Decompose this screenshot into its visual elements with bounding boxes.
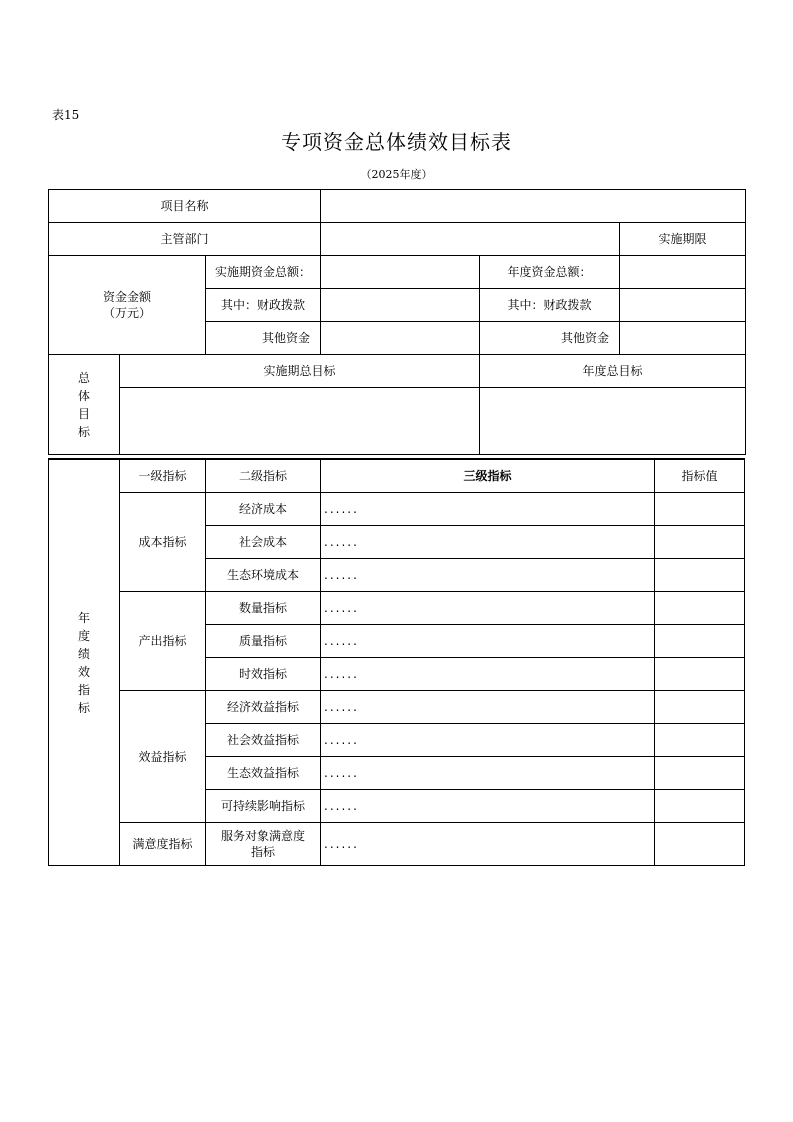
table-row [49,691,745,724]
fund-row-1 [49,256,746,289]
value-field[interactable] [655,691,745,724]
level2-cell: 社会效益指标 [206,724,321,757]
page-subtitle: （2025年度） [360,168,433,181]
ind-char-6: 标 [77,700,90,715]
fiscal-field-1[interactable] [321,289,480,322]
value-field[interactable] [655,658,745,691]
level2-cell: 社会成本 [206,526,321,559]
page-title: 专项资金总体绩效目标表 [281,130,512,154]
annual-goal-label: 年度总目标 [480,355,746,388]
level1-header: 一级指标 [120,459,206,493]
level2-cell: 数量指标 [206,592,321,625]
level1-cell: 满意度指标 [120,823,206,866]
level2-cell: 质量指标 [206,625,321,658]
period-goal-field[interactable] [120,388,480,455]
level1-cell: 效益指标 [120,691,206,823]
value-field[interactable] [655,526,745,559]
period-goal-label: 实施期总目标 [120,355,480,388]
goals-header-row [49,355,746,388]
annual-total-field[interactable] [620,256,746,289]
goals-char-3: 目 [77,406,90,421]
annual-goal-field[interactable] [480,388,746,455]
level3-field[interactable]: ...... [321,691,655,724]
annual-total-label: 年度资金总额： [480,256,620,289]
value-field[interactable] [655,823,745,866]
period-total-label: 实施期资金总额： [206,256,321,289]
other-label-1: 其他资金 [206,322,321,355]
goals-content-row [49,388,746,455]
goals-char-1: 总 [77,370,90,385]
level3-field[interactable]: ...... [321,790,655,823]
level3-field[interactable]: ...... [321,658,655,691]
value-field[interactable] [655,724,745,757]
level3-field[interactable]: ...... [321,526,655,559]
level2-cell: 经济成本 [206,493,321,526]
ind-char-1: 年 [77,610,90,625]
value-field[interactable] [655,493,745,526]
indicator-table [48,458,745,866]
level3-field[interactable]: ...... [321,493,655,526]
level2-cell [206,823,321,866]
goals-char-2: 体 [77,388,90,403]
table-row [49,592,745,625]
fund-label [49,256,206,355]
other-label-2: 其他资金 [480,322,620,355]
value-field[interactable] [655,625,745,658]
value-field[interactable] [655,559,745,592]
ind-char-2: 度 [77,628,90,643]
ind-char-5: 指 [77,682,90,697]
ind-char-4: 效 [77,664,90,679]
project-name-row [49,190,746,223]
value-header: 指标值 [655,459,745,493]
goals-char-4: 标 [77,424,90,439]
level1-cell: 成本指标 [120,493,206,592]
level2-header: 二级指标 [206,459,321,493]
fiscal-label-2: 其中：财政拨款 [480,289,620,322]
project-name-field[interactable] [321,190,746,223]
value-field[interactable] [655,790,745,823]
fiscal-field-2[interactable] [620,289,746,322]
level3-field[interactable]: ...... [321,559,655,592]
level2-cell: 时效指标 [206,658,321,691]
level2-cell-line1: 服务对象满意度 [220,829,305,843]
level3-field[interactable]: ...... [321,592,655,625]
level3-header: 三级指标 [321,459,655,493]
other-field-1[interactable] [321,322,480,355]
level3-field[interactable]: ...... [321,724,655,757]
indicator-section-label [49,459,120,866]
fund-label-line2: （万元） [102,306,151,320]
level1-cell: 产出指标 [120,592,206,691]
project-name-label: 项目名称 [49,190,321,223]
value-field[interactable] [655,757,745,790]
level2-cell: 可持续影响指标 [206,790,321,823]
goals-section-label [49,355,120,455]
basic-info-table [48,189,746,455]
table-number: 表15 [52,108,80,122]
level3-field[interactable]: ...... [321,757,655,790]
level2-cell: 经济效益指标 [206,691,321,724]
table-row [49,493,745,526]
table-row [49,823,745,866]
level3-field[interactable]: ...... [321,625,655,658]
period-total-field[interactable] [321,256,480,289]
ind-char-3: 绩 [77,646,90,661]
fiscal-label-1: 其中：财政拨款 [206,289,321,322]
fund-label-line1: 资金金额 [102,290,151,304]
value-field[interactable] [655,592,745,625]
dept-row [49,223,746,256]
indicator-header-row [49,459,745,493]
period-label: 实施期限 [620,223,746,256]
level2-cell-line2: 指标 [250,845,275,859]
level2-cell: 生态环境成本 [206,559,321,592]
level3-field[interactable]: ...... [321,823,655,866]
level2-cell: 生态效益指标 [206,757,321,790]
other-field-2[interactable] [620,322,746,355]
dept-label: 主管部门 [49,223,321,256]
dept-field[interactable] [321,223,620,256]
